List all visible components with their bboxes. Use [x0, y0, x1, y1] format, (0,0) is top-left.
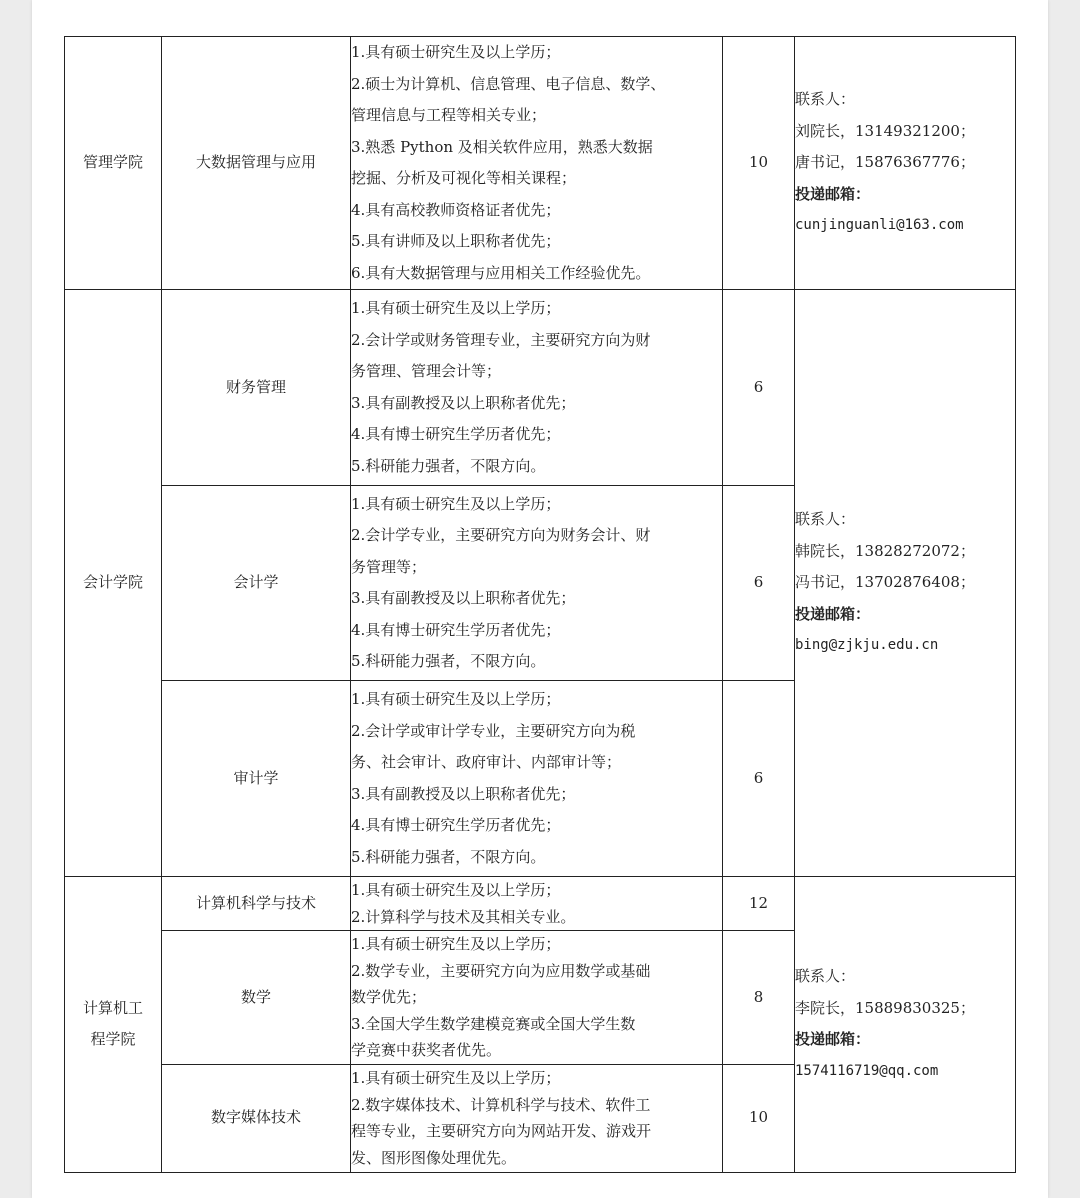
requirement-line: 数学优先； — [351, 988, 427, 1006]
contact-info — [795, 290, 1016, 877]
requirements — [351, 877, 723, 931]
requirement-line: 2.会计学或审计学专业，主要研究方向为税 — [351, 721, 636, 740]
position-title: 数字媒体技术 — [162, 1064, 351, 1172]
requirement-line: 3.熟悉 Python 及相关软件应用，熟悉大数据 — [351, 137, 653, 156]
contact-person: 冯书记，13702876408； — [795, 573, 975, 592]
contact-info — [795, 37, 1016, 290]
requirement-line: 2.数学专业，主要研究方向为应用数学或基础 — [351, 961, 651, 980]
email-label: 投递邮箱： — [795, 604, 871, 623]
requirement-line: 务管理等； — [351, 557, 427, 576]
contact-label: 联系人： — [795, 967, 856, 986]
requirement-line: 4.具有博士研究生学历者优先； — [351, 425, 561, 443]
contact-person: 刘院长，13149321200； — [795, 121, 975, 140]
contact-person: 唐书记，15876367776； — [795, 153, 975, 172]
college-name: 会计学院 — [65, 290, 162, 877]
email-address: cunjinguanli@163.com — [795, 217, 964, 234]
requirement-line: 务管理、管理会计等； — [351, 362, 502, 380]
requirement-line: 4.具有高校教师资格证者优先； — [351, 200, 561, 219]
requirement-line: 1.具有硕士研究生及以上学历； — [351, 494, 561, 513]
position-count: 6 — [723, 290, 795, 486]
contact-person: 李院长，15889830325； — [795, 998, 975, 1017]
position-count: 8 — [723, 931, 795, 1065]
requirement-line: 2.硕士为计算机、信息管理、电子信息、数学、 — [351, 74, 666, 93]
position-count: 12 — [723, 877, 795, 931]
position-title: 会计学 — [162, 486, 351, 681]
requirement-line: 1.具有硕士研究生及以上学历； — [351, 935, 561, 953]
requirement-line: 2.会计学专业，主要研究方向为财务会计、财 — [351, 526, 651, 544]
contact-label: 联系人： — [795, 90, 856, 109]
requirement-line: 4.具有博士研究生学历者优先； — [351, 620, 561, 639]
requirement-line: 管理信息与工程等相关专业； — [351, 106, 547, 124]
requirement-line: 1.具有硕士研究生及以上学历； — [351, 1069, 561, 1087]
email-address: bing@zjkju.edu.cn — [795, 637, 939, 654]
requirement-line: 1.具有硕士研究生及以上学历； — [351, 299, 561, 317]
position-title: 数学 — [162, 931, 351, 1065]
position-title: 计算机科学与技术 — [162, 877, 351, 931]
requirement-line: 程等专业，主要研究方向为网站开发、游戏开 — [351, 1122, 652, 1140]
requirement-line: 5.科研能力强者，不限方向。 — [351, 847, 546, 866]
college-name: 管理学院 — [65, 37, 162, 290]
email-address: 1574116719@qq.com — [795, 1062, 939, 1079]
college-name-line: 程学院 — [90, 1030, 136, 1049]
requirement-line: 1.具有硕士研究生及以上学历； — [351, 43, 561, 61]
requirement-line: 5.具有讲师及以上职称者优先； — [351, 232, 561, 250]
requirement-line: 5.科研能力强者，不限方向。 — [351, 652, 546, 670]
position-title: 财务管理 — [162, 290, 351, 486]
requirement-line: 3.全国大学生数学建模竞赛或全国大学生数 — [351, 1014, 636, 1033]
position-count: 6 — [723, 486, 795, 681]
table-row — [65, 37, 1016, 290]
table-row — [65, 290, 1016, 486]
requirements — [351, 37, 723, 290]
recruitment-table — [64, 36, 1016, 1173]
requirement-line: 3.具有副教授及以上职称者优先； — [351, 393, 576, 412]
email-label: 投递邮箱： — [795, 184, 871, 203]
contact-label: 联系人： — [795, 510, 856, 529]
position-count: 10 — [723, 1064, 795, 1172]
contact-person: 韩院长，13828272072； — [795, 541, 975, 560]
requirements — [351, 681, 723, 877]
requirement-line: 2.会计学或财务管理专业，主要研究方向为财 — [351, 330, 651, 349]
table-row — [65, 877, 1016, 931]
requirements — [351, 486, 723, 681]
requirement-line: 挖掘、分析及可视化等相关课程； — [351, 169, 577, 187]
document-page — [32, 0, 1048, 1198]
requirement-line: 发、图形图像处理优先。 — [351, 1148, 517, 1167]
position-title: 大数据管理与应用 — [162, 37, 351, 290]
requirement-line: 2.计算科学与技术及其相关专业。 — [351, 907, 576, 926]
requirement-line: 3.具有副教授及以上职称者优先； — [351, 784, 576, 803]
requirements — [351, 1064, 723, 1172]
college-name-line: 计算机工 — [82, 998, 143, 1017]
requirements — [351, 290, 723, 486]
position-count: 6 — [723, 681, 795, 877]
contact-info — [795, 877, 1016, 1173]
requirement-line: 5.科研能力强者，不限方向。 — [351, 456, 546, 475]
requirement-line: 1.具有硕士研究生及以上学历； — [351, 881, 561, 899]
position-title: 审计学 — [162, 681, 351, 877]
requirement-line: 务、社会审计、政府审计、内部审计等； — [351, 753, 622, 771]
requirement-line: 学竞赛中获奖者优先。 — [351, 1041, 502, 1059]
position-count: 10 — [723, 37, 795, 290]
requirements — [351, 931, 723, 1065]
requirement-line: 4.具有博士研究生学历者优先； — [351, 816, 561, 834]
requirement-line: 1.具有硕士研究生及以上学历； — [351, 690, 561, 708]
requirement-line: 6.具有大数据管理与应用相关工作经验优先。 — [351, 263, 651, 282]
email-label: 投递邮箱： — [795, 1030, 871, 1049]
requirement-line: 3.具有副教授及以上职称者优先； — [351, 589, 576, 607]
requirement-line: 2.数字媒体技术、计算机科学与技术、软件工 — [351, 1095, 651, 1114]
college-name — [65, 877, 162, 1173]
